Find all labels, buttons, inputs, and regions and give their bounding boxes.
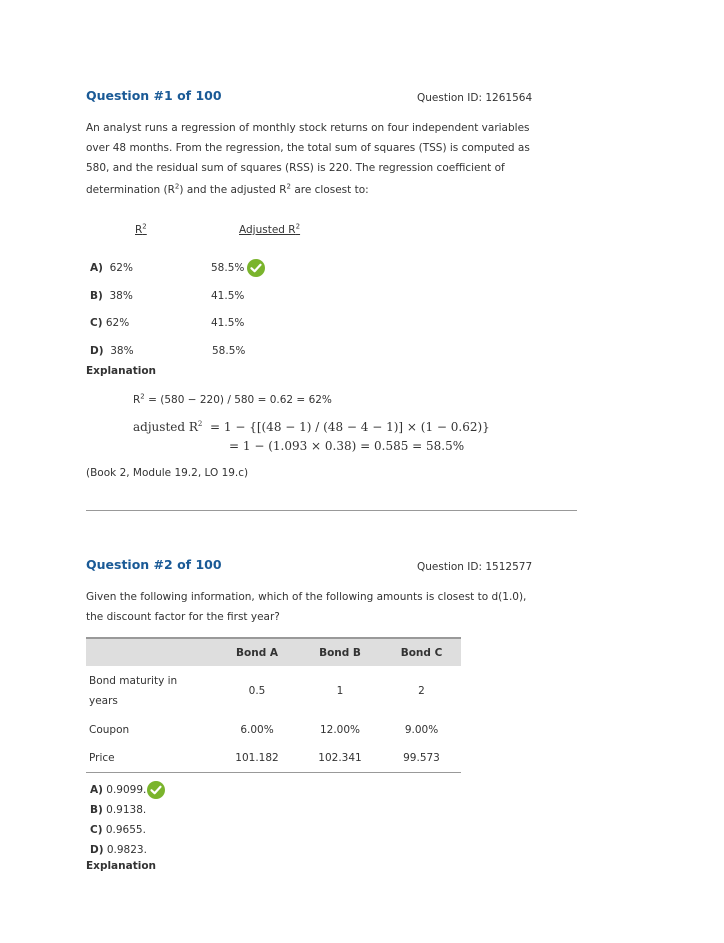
- q1-stem-line: over 48 months. From the regression, the total sum of squares (TSS) is computed as: [86, 142, 530, 154]
- q1-col-header-r2: $R^2$: [135, 222, 147, 236]
- q1-option-d-adjusted: 58.5%: [212, 345, 246, 357]
- row-label: Price: [89, 751, 115, 764]
- table-cell: 2: [418, 685, 425, 697]
- table-cell: 1: [336, 685, 344, 697]
- q1-option-b-adjusted: 41.5%: [211, 290, 245, 302]
- q2-option-c[interactable]: C) 0.9655.: [90, 824, 146, 836]
- q2-option-d[interactable]: D) 0.9823.: [90, 844, 147, 856]
- q1-option-c[interactable]: C) 62%: [90, 317, 130, 329]
- bond-table-header-cell: Bond B: [319, 646, 361, 659]
- q1-option-a[interactable]: A) 62%: [90, 262, 133, 274]
- bond-table: [86, 637, 461, 773]
- q2-option-b[interactable]: B) 0.9138.: [90, 804, 147, 816]
- row-label: Coupon: [89, 724, 130, 736]
- table-cell: 102.341: [318, 751, 362, 764]
- correct-check-icon: [247, 259, 265, 277]
- section-divider: [86, 510, 577, 511]
- q2-title: Question #2 of 100: [86, 557, 222, 572]
- table-cell: 6.00%: [240, 724, 274, 736]
- bond-table-header-cell: Bond A: [236, 646, 278, 659]
- q1-explanation-formula-line2: = 1 − (1.093 × 0.38) = 0.585 = 58.5%: [229, 439, 465, 453]
- row-label: Bond maturity in years: [89, 675, 178, 707]
- bond-table-header-cell: [86, 638, 216, 666]
- q1-stem-line: An analyst runs a regression of monthly stock returns on four independent variables: [86, 122, 530, 134]
- table-cell: 12.00%: [319, 724, 361, 736]
- table-cell: 9.00%: [404, 724, 439, 736]
- q1-explanation-r2: $R^2 = (580 - 220) / 580 = 0.62 = 62\%$: [133, 392, 332, 406]
- table-cell: 101.182: [235, 751, 279, 764]
- table-row: [86, 716, 461, 744]
- q2-option-a[interactable]: A) 0.9099.: [90, 784, 147, 796]
- q1-option-d[interactable]: D) 38%: [90, 345, 134, 357]
- q1-col-header-adjusted-r2: Adjusted $R^2$: [239, 222, 301, 236]
- table-row: [86, 666, 461, 716]
- q1-stem-line-last: determination $(R^2)$ and the adjusted $R^2$ are closest to:: [86, 182, 369, 196]
- q1-option-a-adjusted: 58.5%: [211, 262, 245, 274]
- bond-table-header-cell: Bond C: [400, 646, 443, 659]
- q1-explanation-adjusted-label: adjusted $R^2$: [133, 420, 203, 434]
- q1-option-b[interactable]: B) 38%: [90, 290, 133, 302]
- q1-title: Question #1 of 100: [86, 88, 222, 103]
- correct-check-icon: [147, 781, 165, 799]
- q1-stem: [86, 118, 546, 200]
- table-cell: 99.573: [403, 751, 440, 764]
- q2-stem-line: Given the following information, which of the following amounts is closest to d(1.0),: [86, 591, 527, 603]
- q2-stem-line: the discount factor for the first year?: [86, 611, 280, 623]
- table-cell: 0.5: [248, 685, 266, 697]
- q1-explanation-formula-line1: = 1 − {[(48 − 1) / (48 − 4 − 1)] × (1 − 0.62)}: [210, 420, 490, 434]
- q1-reference: (Book 2, Module 19.2, LO 19.c): [86, 467, 249, 479]
- q1-explanation-title: Explanation: [86, 365, 157, 377]
- bond-table-header: [86, 638, 461, 666]
- table-row: [86, 744, 461, 772]
- q2-explanation-title: Explanation: [86, 860, 157, 872]
- q1-stem-line: 580, and the residual sum of squares (RSS) is 220. The regression coefficient of: [86, 162, 505, 174]
- q2-question-id: Question ID: 1512577: [417, 561, 533, 573]
- q2-stem: [86, 587, 546, 627]
- q1-question-id: Question ID: 1261564: [417, 92, 533, 104]
- q1-option-c-adjusted: 41.5%: [211, 317, 245, 329]
